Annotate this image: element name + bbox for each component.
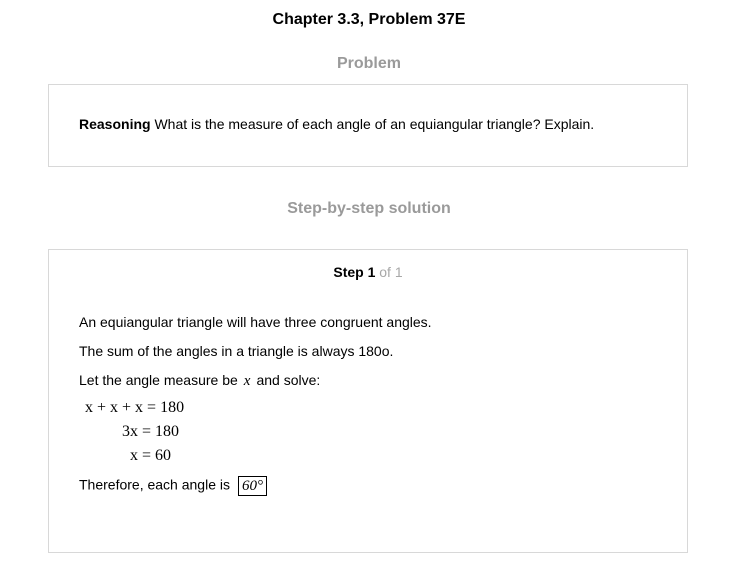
step-label: Step 1 [333, 264, 376, 280]
solution-line-1: An equiangular triangle will have three congruent angles. [79, 314, 432, 330]
equation-1: x + x + x = 180 [85, 399, 185, 416]
solution-line-2: The sum of the angles in a triangle is always 180o. [79, 343, 394, 359]
step-header [49, 264, 687, 280]
problem-box [48, 84, 688, 167]
problem-label: Reasoning [79, 116, 151, 132]
equation-2: 3x = 180 [122, 423, 180, 440]
variable-x: x [243, 373, 251, 389]
solution-heading: Step-by-step solution [287, 200, 451, 217]
conclusion-text: Therefore, each angle is [79, 476, 230, 493]
solution-box [48, 249, 688, 553]
equation-3: x = 60 [130, 447, 172, 464]
problem-statement [79, 116, 594, 132]
line3-suffix: and solve: [256, 372, 321, 388]
problem-question: What is the measure of each angle of an equiangular triangle? Explain. [154, 116, 595, 132]
chapter-title: Chapter 3.3, Problem 37E [272, 11, 466, 28]
line3-prefix: Let the angle measure be [79, 372, 238, 388]
solution-line-3 [79, 372, 320, 390]
conclusion-line [79, 476, 267, 496]
answer-box: 60° [238, 476, 267, 496]
step-count: of 1 [379, 264, 403, 280]
problem-heading: Problem [336, 55, 401, 72]
